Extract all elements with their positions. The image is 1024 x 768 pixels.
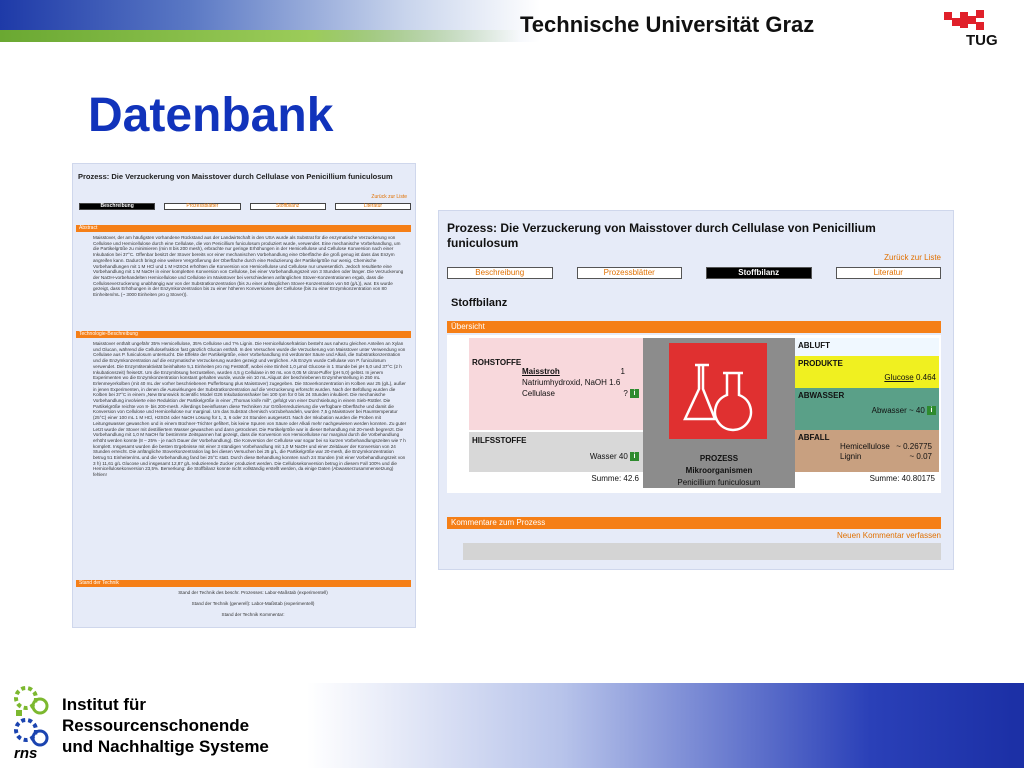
rohstoffe-item-right <box>623 389 639 398</box>
hilfsstoffe-box <box>469 432 643 472</box>
left-abstract-text: Maisstover, der am häufigsten vorhandene Rückstand aus der Landwirtschaft in den USA wurde als Substrat für die enzymatische Verzuckerung von Cellulose und Hemicellulose durch eine Cellulase, die von Penicillium funiculosum produziert wurde, verwendet. Eine mechanische Vorbehandlung, um die Partikelgröße zu minimieren (min 8 bis 200 mesh), erbrachte nur geringe Erhöhungen in der Hemicellulose und Cellulose Konversion nach einer Inkubation bei 37°C. Offenbar besitzt der Stover bereits vor einer mechanischen Vorbehandlung eine Oberfläche die groß genug ist dass das Enzym angreifen kann. Dadurch bringt eine weitere Vergrößerung der Oberfläche durch eine Reduzierung der Partikelgröße nur wenig. Chemische Vorbehandlungen mit 1 M HCl und 1 M H2SO4 erhöhten die Konversion von Hemicellulose und Cellulose nur unwesentlich. Jedoch resultierte eine Vorbehandlung mit 1 M NaOH in einer kompletten Konversion von Cellulose, bei einer Vorbehandlungszeit von 3 Stunden oder länger. Die Verzuckerung der NaOH-vorbehandelten Hemicellulose und Cellulose im Maisstover bei verschiedenen anfänglichen Stover-Konzentrationen ergab, dass die Celluloseverzuckerung unabhängig war von der Substratkonzentration (bis zu einer anfänglichen Stover-Konzentration von 50 (g/L)), war. Es wurde gezeigt, dass Erhöhungen in der Enzymkonzentration bis zu einer höheren Konversionen der Cellulose (bis zu einer Enzymkonzentration von 80 Einheiten/mL (~ 3000 Einheiten pro g Stover)). <box>93 235 404 298</box>
rohstoffe-item <box>522 378 639 389</box>
rohstoffe-item <box>522 367 639 378</box>
abfall-item-name: Lignin <box>840 452 862 461</box>
abfall-item-name: Hemicellulose <box>840 442 890 451</box>
abfall-label: ABFALL <box>798 433 830 442</box>
flask-icon <box>669 343 767 439</box>
rohstoffe-item-name[interactable]: Maisstroh <box>522 367 560 376</box>
rns-logo-text: rns <box>14 745 38 762</box>
produkte-box <box>795 356 939 388</box>
left-tab-beschreibung[interactable]: Beschreibung <box>79 203 155 210</box>
abfall-item <box>840 442 936 452</box>
organism-label: Mikroorganismen <box>685 466 753 475</box>
left-tab-bar <box>79 203 411 210</box>
right-process-title: Prozess: Die Verzuckerung von Maisstover durch Cellulase von Penicillium funiculosum <box>447 221 876 250</box>
rohstoffe-item-value: ? <box>623 389 628 398</box>
info-icon[interactable]: i <box>630 452 639 461</box>
left-technology-header: Technologie-Beschreibung <box>76 331 411 338</box>
right-tab-literatur[interactable]: Literatur <box>836 267 942 279</box>
output-sum: Summe: 40.80175 <box>869 474 935 483</box>
abfall-item-value: ~ 0.07 <box>909 452 932 461</box>
info-icon[interactable]: i <box>927 406 936 415</box>
rohstoffe-item-name: Natriumhydroxid, NaOH <box>522 378 607 387</box>
abluft-box <box>795 338 939 356</box>
material-balance-panel <box>447 335 941 493</box>
rohstoffe-label: ROHSTOFFE <box>472 358 522 367</box>
left-process-page <box>72 163 416 628</box>
prozess-box <box>643 338 795 488</box>
institute-name <box>62 694 269 757</box>
produkte-label: PRODUKTE <box>798 359 843 368</box>
abwasser-item <box>798 406 936 415</box>
comments-header: Kommentare zum Prozess <box>447 517 941 529</box>
organism-name: Penicillium funiculosum <box>677 478 761 487</box>
rohstoffe-item <box>522 389 639 400</box>
left-abstract-header: Abstract <box>76 225 411 232</box>
left-stand-line: Stand der Technik (generell): Labor-Maßstab (experimentell) <box>191 601 315 606</box>
university-name: Technische Universität Graz <box>520 12 815 37</box>
abwasser-box <box>795 388 939 430</box>
left-stand-line: Stand der Technik Kommentar: <box>221 612 285 617</box>
right-tab-beschreibung[interactable]: Beschreibung <box>447 267 553 279</box>
institute-name-line: und Nachhaltige Systeme <box>62 737 269 756</box>
right-tab-stoffbilanz[interactable]: Stoffbilanz <box>706 267 812 279</box>
abluft-label: ABLUFT <box>798 341 830 350</box>
right-tab-bar <box>447 267 941 279</box>
right-back-link[interactable]: Zurück zur Liste <box>884 253 941 262</box>
stoffbilanz-heading: Stoffbilanz <box>451 297 508 309</box>
rohstoffe-item-value: 1 <box>620 367 625 376</box>
rohstoffe-item-value: 1.6 <box>609 378 621 387</box>
produkte-item <box>798 373 936 382</box>
abfall-box <box>795 430 939 472</box>
institute-name-line: Institut für <box>62 695 147 714</box>
right-stoffbilanz-page <box>438 210 954 570</box>
abwasser-label: ABWASSER <box>798 391 845 400</box>
left-technology-text: Maisstover enthält ungefähr 35% Hemicellulose, 35% Cellulose und 7% Lignin. Die Hemicellulosefraktion besteht aus nahezu gleichen Anteilen an Xylan und Glucan, während die Cellulosefraktion fast gänzlich Glucan enthält. In den Versuchen wurde die Verzuckerung von Maisstover unter Verwendung von Cellulase aus P. funiculosum untersucht. Die Effekte der Partikelgröße, einer Vorbehandlung mit verdünnter Säure und Alkali, die Substratkonzentration und die Enzymkonzentration auf die enzymatische Verzuckerung wurden gezeigt und verglichen. Als Enzym wurde Cellulase von P. funiculosum verwendet. Die Enzymtiteraktivität beinhaltete 5,1 Einheiten pro mg Feststoff, wobei eine Einheit 1,0 µmol Glucose in 1 Stunde bei pH 5,0 und 37°C (2 h Inkubationszeit) freisetzt. Um die Enzymlösung herzustellen, wurden 4,5 g Cellulase in 90 mL von 0,05 M citrat-Puffer (pH 5,0) gelöst. In jenem Experimenten wo die Enzymkonzentration konstant gehalten wurde, wurde ein 10 mL Aliquot der beschriebenen Enzymherstellung in 250 mL Erlenmeyerkolben (mit 40 mL der vorher beschriebenen Pufferlösung plus Maisstover) zugegeben. Die Stoverkonzentration im Kolben war 25 (g/L), außer in jenen Experimenten, in denen die Auswirkungen der Substratkonzentration auf die Verzuckerung erforscht wurden. Nach der Befüllung wurden die Kolben bei 37°C in einem „New Brunswick Scientific Model G26 Inkubationsshaker bei 100 rpm für 0 bis 24 Stunden inkubiert. Die mechanische Vorbehandlung involvierte eine Reduktion der Partikelgröße in einer „Thomas knife mill“, gefolgt von einer Durchsiebung in einem Sieb-Rüttler. Die Partikelgröße reichte von 8- bis 200-mesh. Allerdings beeinflussen diese Techniken zur Größenreduzierung die verfügbare Oberfläche und damit die Konversion von Cellulose und Hemicellulose nur marginal. Um das Substrat chemisch vorzubehandeln, wurden 7,5 g Maisstover bei Raumtemperatur (25°C) einer 100 mL 1 M HCl, H2SO4 oder NaOH Lösung für 1, 3, 6 oder 24 Stunden ausgesetzt. Nach der Inkubation wurden die Proben mit Leitungswasser gewaschen und in einem Büchner-Trichter gefiltert, bis keine Spuren von Säure oder Alkali mehr nachgewiesen werden konnten. Zu guter Letzt wurde der Stover mit destilliertem Wasser gewaschen und dann getrocknet. Die Partikelgröße war in dieser Behandlung mit 20-mesh begrenzt. Die Vorbehandlung mit 1,0 M NaOH für bestimmte Zeitspannen hat gezeigt, dass die Konversion von Hemicellulose nur marginal durch die Vorbehandlung erhöht werden konnte (8 – 25% - je nach Dauer der Vorbehandlung). Die Konversion der Cellulose war sogar bei so kurzen Vorbehandlungszeiten wie 7 h komplett. Insgesamt wurden die besten Ergebnisse mit einer 3 stündigen Vorbehandlung mit 1,0 M NaOH und einer Zeitdauer der Konversion von 24 Stunden erreicht. Die anfängliche Stoverkonzentration lag bei diesen Versuchen bei 25 g/L, die Partikelgröße war 20-mesh, die Enzymkonzentration betrug 51 Einheiten/mL und die Vorbehandlung fand bei 25°C statt. Durch diese Behandlung konnten nach 24 Stunden (mit einer Vorbehandlungszeit von 3 h) 11,61 g/L Glucose und insgesamt 12,87 g/L reduzierende Zucker produziert werden. Die Cellulosekonversion betrug in diesem Fall 100% und die Hemicellulosekonversion 23,5%. Bemerkung: die Stoffbilanz konnte nicht vollständig erstellt werden, da einige Daten (Abwasserzusammensetzung) fehlen! <box>93 341 407 478</box>
overview-header: Übersicht <box>447 321 941 333</box>
left-tab-prozessblaetter[interactable]: Prozessblätter <box>164 203 240 210</box>
hilfsstoffe-label: HILFSSTOFFE <box>472 436 527 445</box>
hilfsstoffe-item-text: Wasser 40 <box>589 452 628 461</box>
left-stand-header: Stand der Technik <box>76 580 411 587</box>
hilfsstoffe-item <box>472 452 639 461</box>
input-sum: Summe: 42.6 <box>591 474 639 483</box>
left-tab-stoffbilanz[interactable]: Stoffbilanz <box>250 203 326 210</box>
abfall-item-value: ~ 0.26775 <box>896 442 932 451</box>
left-tab-literatur[interactable]: Literatur <box>335 203 411 210</box>
comment-area <box>463 543 941 560</box>
right-tab-prozessblaetter[interactable]: Prozessblätter <box>577 267 683 279</box>
header-green-stripe <box>0 30 520 42</box>
abfall-item <box>840 452 936 462</box>
new-comment-link[interactable]: Neuen Kommentar verfassen <box>836 531 941 540</box>
produkte-item-name[interactable]: Glucose <box>884 373 914 382</box>
left-process-title: Prozess: Die Verzuckerung von Maisstover durch Cellulase von Penicillium funiculosum <box>78 172 393 181</box>
left-stand-line: Stand der Technik des beschr. Prozesses: Labor-Maßstab (experimentell) <box>178 590 328 595</box>
tug-logo-text: TUG <box>966 32 998 49</box>
left-back-link[interactable]: Zurück zur Liste <box>371 194 407 200</box>
header-bar <box>0 0 1024 42</box>
produkte-item-value: 0.464 <box>915 373 936 382</box>
abwasser-item-text: Abwasser ~ 40 <box>871 406 925 415</box>
rohstoffe-item-name: Cellulase <box>522 389 555 398</box>
institute-name-line: Ressourcenschonende <box>62 716 250 735</box>
info-icon[interactable]: i <box>630 389 639 398</box>
prozess-label: PROZESS <box>699 454 739 463</box>
rohstoffe-box <box>469 338 643 430</box>
slide-title: Datenbank <box>88 89 334 142</box>
